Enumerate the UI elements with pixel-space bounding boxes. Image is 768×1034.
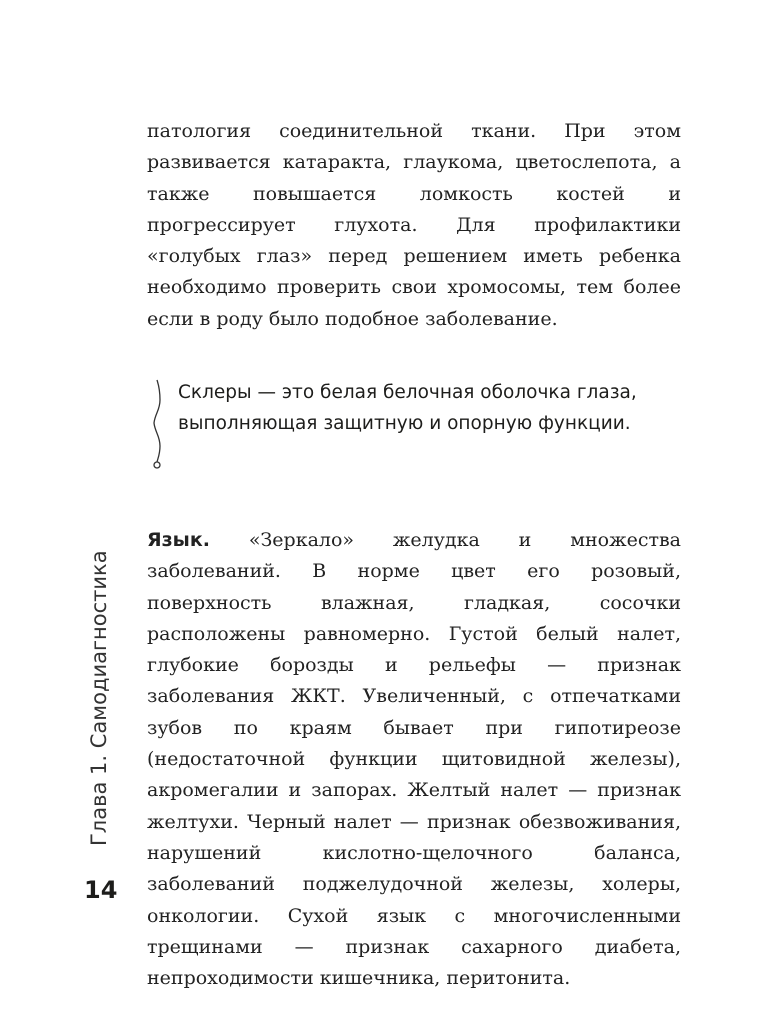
running-head-chapter: Глава 1. Самодиагностика bbox=[87, 550, 111, 846]
paragraph-lead-term: Язык. bbox=[147, 529, 210, 551]
body-paragraph-bottom bbox=[147, 525, 681, 994]
paragraph-body-text: «Зеркало» желудка и множества заболеваний. В норме цвет его розовый, поверхность влажная, гладкая, сосочки расположены равномерно. Густой белый налет, глубокие борозды и рельефы — признак заболевания ЖКТ. Увеличенный, с отпечатками зубов по краям бывает при гипотиреозе (недостаточной функции щитовидной железы), акромегалии и запорах. Желтый налет — признак желтухи. Черный налет — признак обезвоживания, нарушений кислотно-щелочного баланса, заболеваний поджелудочной железы, холеры, онкологии. Сухой язык с многочисленными трещинами — признак сахарного диабета, непроходимости кишечника, перитонита. bbox=[147, 529, 681, 990]
callout-brace-icon bbox=[148, 378, 168, 470]
body-paragraph-top: патология соединительной ткани. При этом развивается катаракта, глаукома, цветослепота, а также повышается ломкость костей и прогрессирует глухота. Для профилактики «голубых глаз» перед решением иметь ребенка необходимо проверить свои хромосомы, тем более если в роду было подобное заболевание. bbox=[147, 120, 681, 330]
callout-note: Склеры — это белая белочная оболочка глаза, выполняющая защитную и опорную функции. bbox=[178, 382, 637, 434]
page-number: 14 bbox=[84, 876, 118, 904]
